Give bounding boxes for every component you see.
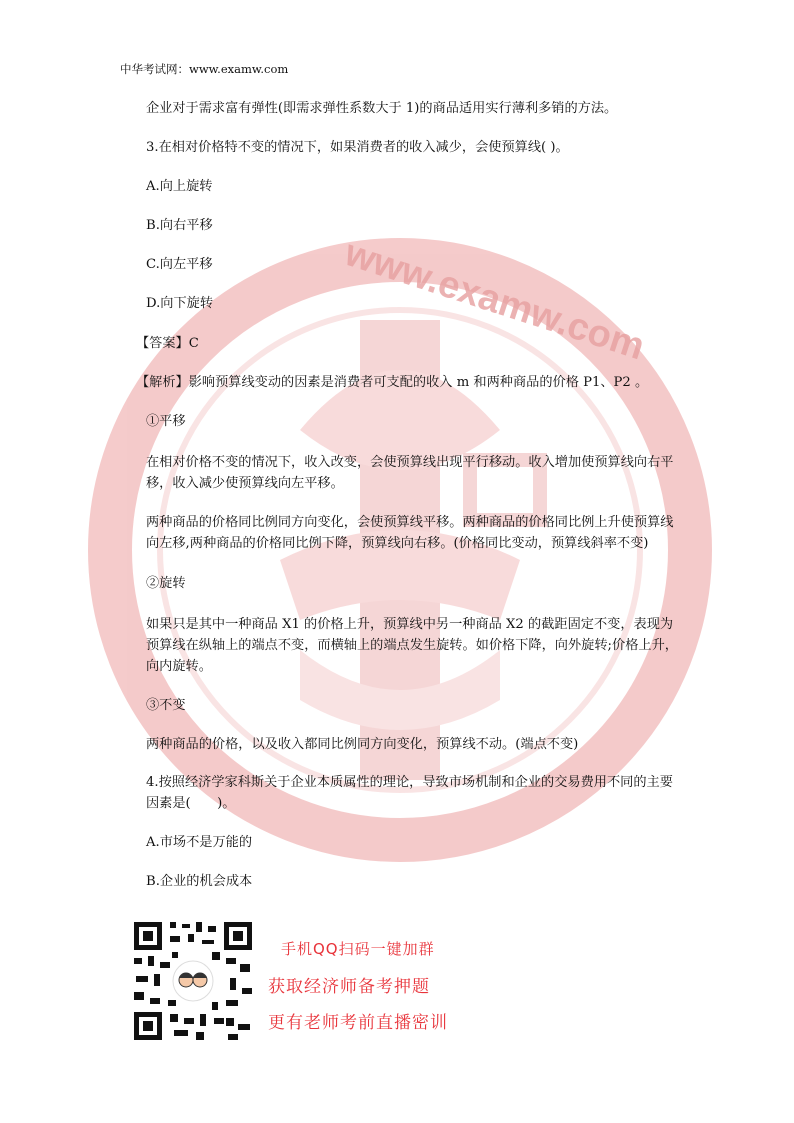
qr-code-icon[interactable]	[130, 918, 256, 1044]
watermark-text: www.examw.com	[339, 232, 650, 369]
heading-unchanged: ③不变	[146, 698, 186, 713]
option-b: B.企业的机会成本	[146, 874, 253, 889]
option-b: B.向右平移	[146, 218, 213, 233]
option-a: A.向上旋转	[146, 179, 213, 194]
analysis: 【解析】影响预算线变动的因素是消费者可支配的收入 m 和两种商品的价格 P1、P2 。	[136, 375, 649, 390]
option-c: C.向左平移	[146, 257, 213, 272]
heading-translation: ①平移	[146, 414, 186, 429]
paragraph: 两种商品的价格，以及收入都同比例同方向变化，预算线不动。(端点不变)	[146, 737, 579, 752]
paragraph: 如果只是其中一种商品 X1 的价格上升，预算线中另一种商品 X2 的截距固定不变，表现为预算线在纵轴上的端点不变，而横轴上的端点发生旋转。如价格下降，向外旋转;价格上升，向内旋转。	[146, 617, 678, 674]
page-header: 中华考试网：www.examw.com	[120, 62, 289, 76]
question-3: 3.在相对价格特不变的情况下，如果消费者的收入减少，会使预算线( )。	[146, 140, 569, 155]
paragraph: 企业对于需求富有弹性(即需求弹性系数大于 1)的商品适用实行薄利多销的方法。	[146, 101, 618, 116]
paragraph: 在相对价格不变的情况下，收入改变，会使预算线出现平行移动。收入增加使预算线向右平移，收入减少使预算线向左平移。	[146, 455, 674, 491]
option-d: D.向下旋转	[146, 296, 214, 311]
question-4: 4.按照经济学家科斯关于企业本质属性的理论，导致市场机制和企业的交易费用不同的主要因素是( )。	[146, 775, 673, 811]
paragraph: 两种商品的价格同比例同方向变化，会使预算线平移。两种商品的价格同比例上升使预算线向左移,两种商品的价格同比例下降，预算线向右移。(价格同比变动，预算线斜率不变)	[146, 515, 674, 551]
option-a: A.市场不是万能的	[146, 835, 253, 850]
promo-line-2: 获取经济师备考押题	[268, 977, 430, 997]
answer: 【答案】C	[136, 336, 199, 351]
heading-rotation: ②旋转	[146, 576, 186, 591]
promo-line-3: 更有老师考前直播密训	[268, 1013, 448, 1033]
promo-line-1: 手机QQ扫码一键加群	[281, 940, 435, 958]
